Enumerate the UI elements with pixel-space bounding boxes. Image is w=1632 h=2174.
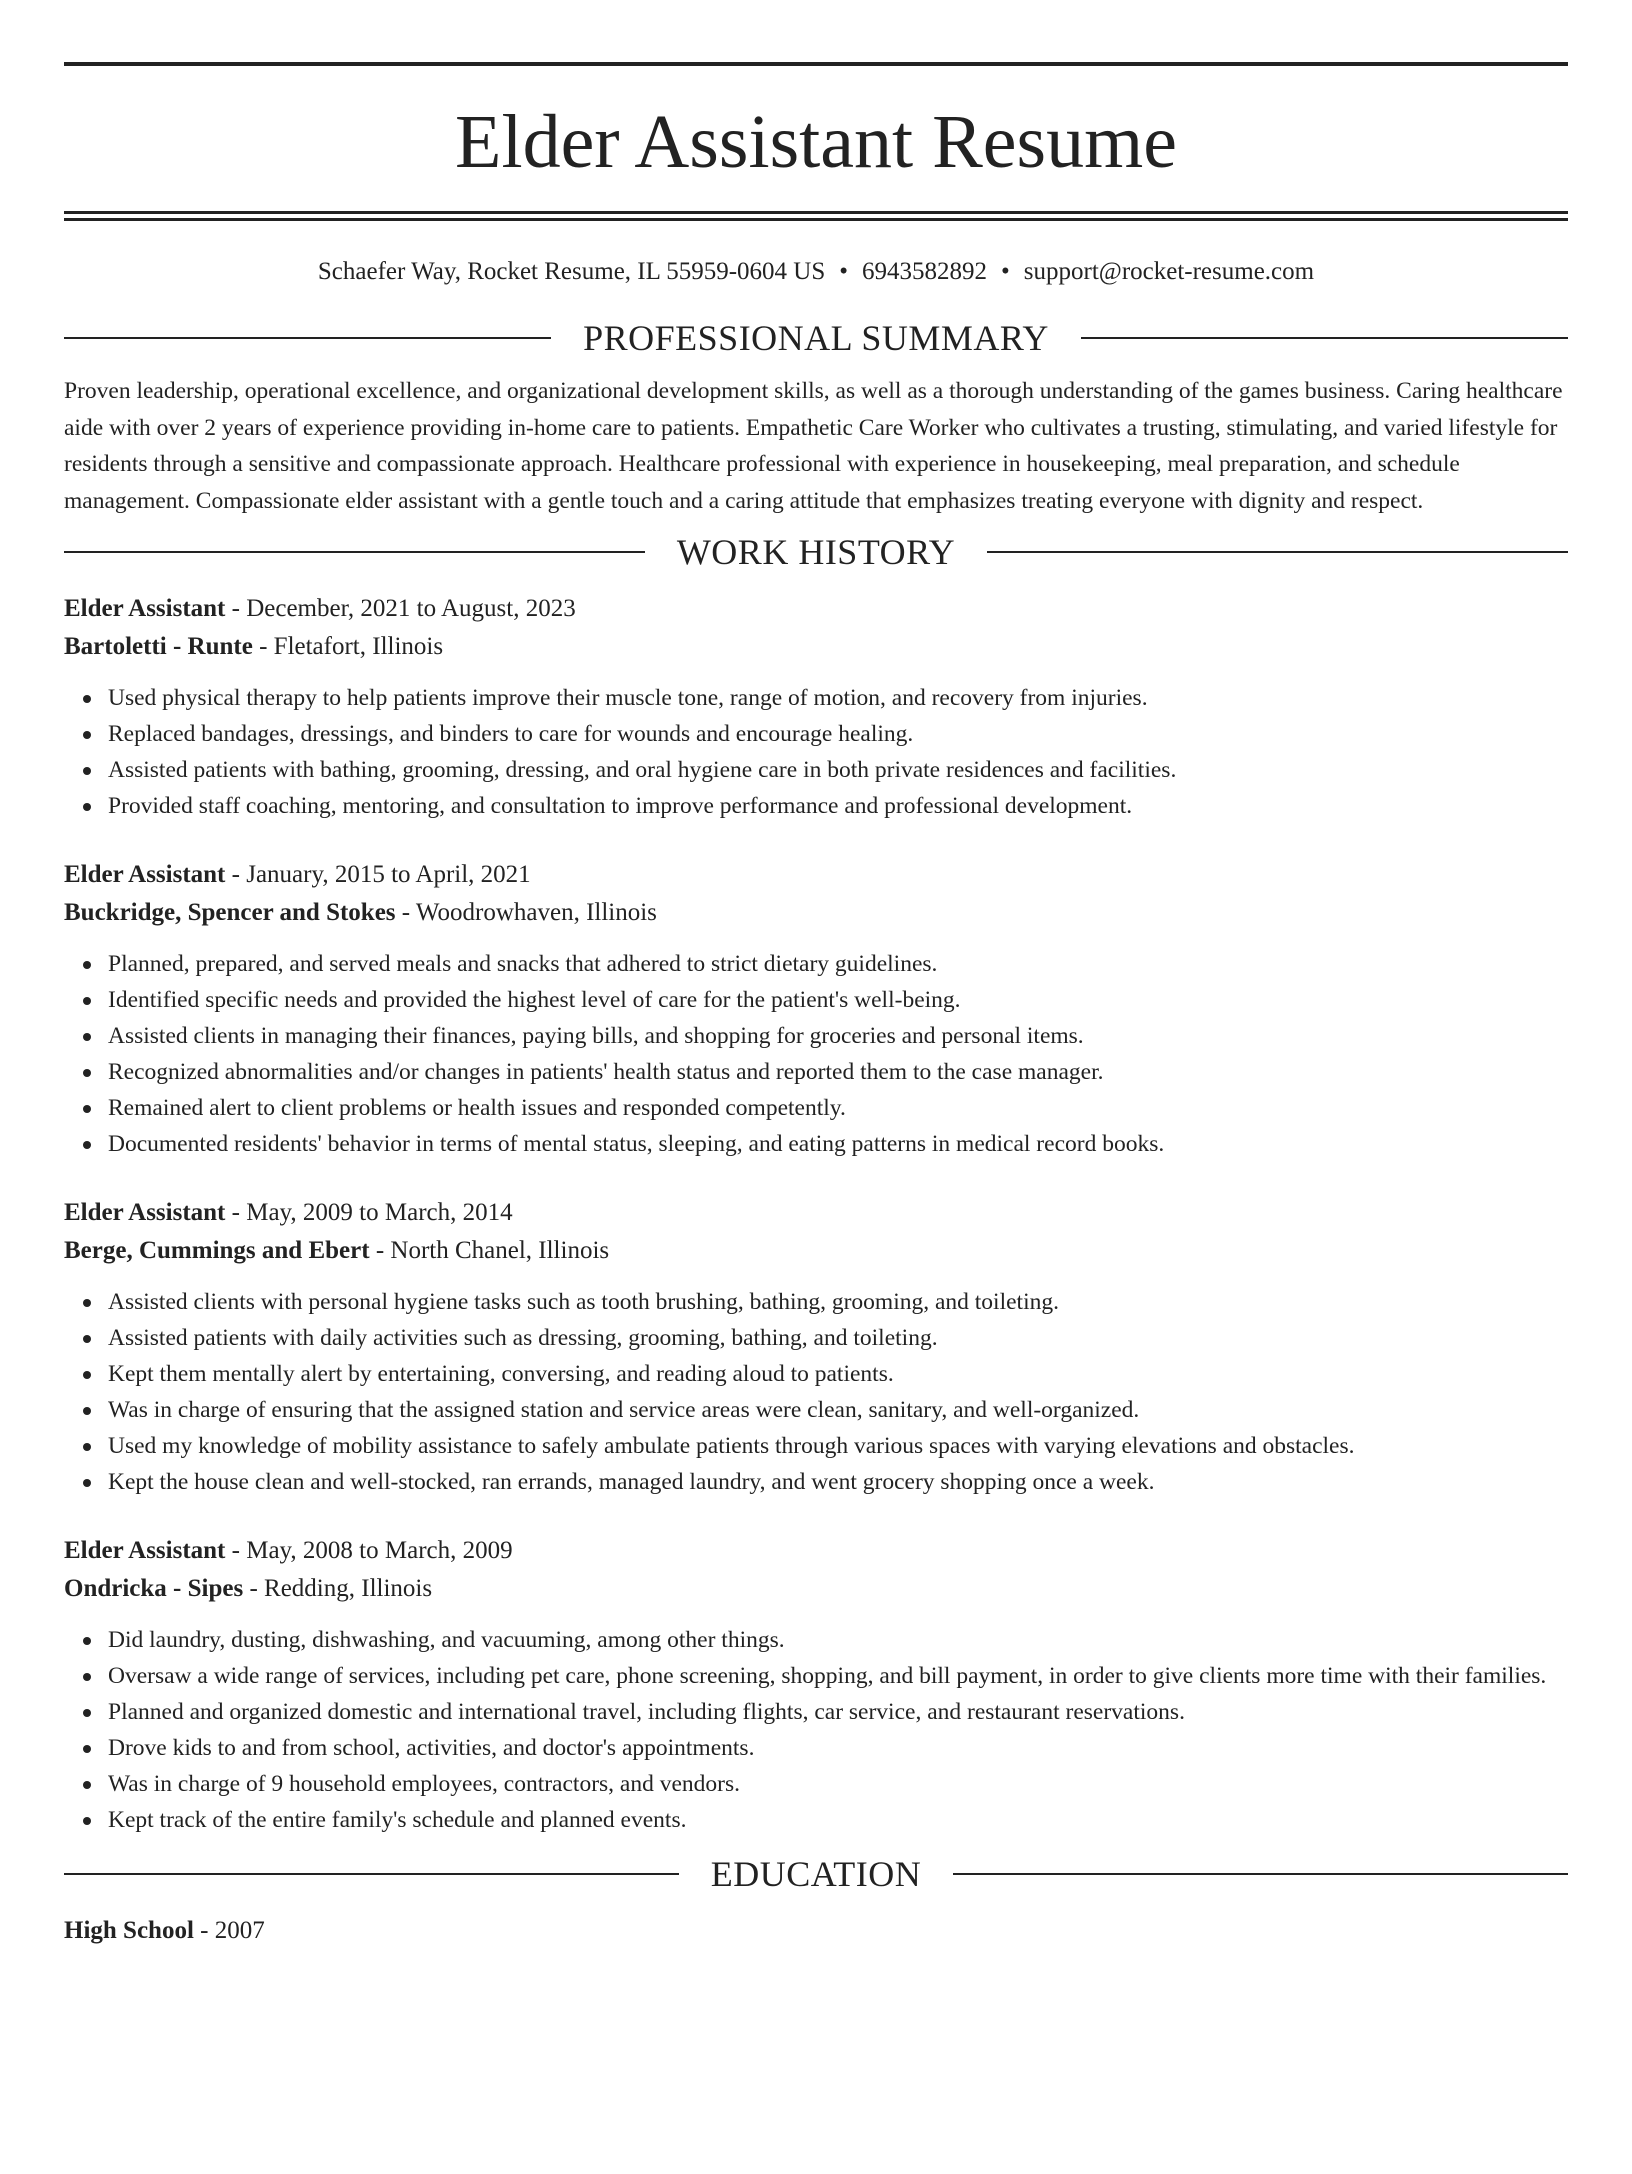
section-heading-work-history <box>64 532 1568 572</box>
resume-title: Elder Assistant Resume <box>455 100 1177 184</box>
contact-separator: • <box>839 258 849 285</box>
heading-rule <box>64 337 551 339</box>
education-entry <box>64 1912 1568 1950</box>
professional-summary-text: Proven leadership, operational excellence, and organizational development skills, as well as a thorough understanding of the games business. Caring healthcare aide with over 2 years of experience providing in-home care to patients. Empathetic Care Worker who cultivates a trusting, stimulating, and varied lifestyle for residents through a sensitive and compassionate approach. Healthcare professional with experience in housekeeping, meal preparation, and schedule management. Compassionate elder assistant with a gentle touch and a caring attitude that emphasizes treating everyone with dignity and respect. <box>64 378 1563 514</box>
job-title: Elder Assistant <box>64 1537 226 1564</box>
job-company-line <box>64 1570 1568 1608</box>
job-duty: Planned and organized domestic and international travel, including flights, car service, and restaurant reservations. <box>108 1694 1568 1730</box>
education-year: - 2007 <box>193 1917 265 1944</box>
job-duty: Documented residents' behavior in terms of mental status, sleeping, and eating patterns in medical record books. <box>108 1126 1568 1162</box>
job-location: - Woodrowhaven, Illinois <box>395 899 657 926</box>
job-company: Buckridge, Spencer and Stokes <box>64 899 396 926</box>
job-duties-list <box>64 680 1568 824</box>
contact-phone: 6943582892 <box>862 258 988 285</box>
job-duty: Assisted clients in managing their finances, paying bills, and shopping for groceries and personal items. <box>108 1018 1568 1054</box>
contact-address: Schaefer Way, Rocket Resume, IL 55959-0604 US <box>317 258 826 285</box>
job-dates: - January, 2015 to April, 2021 <box>225 861 531 888</box>
job-duty: Provided staff coaching, mentoring, and consultation to improve performance and professional development. <box>108 788 1568 824</box>
job-duty: Did laundry, dusting, dishwashing, and vacuuming, among other things. <box>108 1622 1568 1658</box>
job-duty: Identified specific needs and provided the highest level of care for the patient's well-being. <box>108 982 1568 1018</box>
job-duty: Kept the house clean and well-stocked, ran errands, managed laundry, and went grocery shopping once a week. <box>108 1464 1568 1500</box>
section-heading-education <box>64 1854 1568 1894</box>
section-heading-summary <box>64 318 1568 358</box>
job-duty: Assisted patients with bathing, grooming, dressing, and oral hygiene care in both private residences and facilities. <box>108 752 1568 788</box>
heading-rule <box>987 551 1568 553</box>
job-company: Bartoletti - Runte <box>64 633 253 660</box>
job-location: - North Chanel, Illinois <box>369 1237 610 1264</box>
job-duty: Assisted clients with personal hygiene tasks such as tooth brushing, bathing, grooming, and toileting. <box>108 1284 1568 1320</box>
section-heading-label: WORK HISTORY <box>676 532 956 572</box>
job-duty: Kept track of the entire family's schedule and planned events. <box>108 1802 1568 1838</box>
job-title: Elder Assistant <box>64 595 226 622</box>
job-duty: Kept them mentally alert by entertaining, conversing, and reading aloud to patients. <box>108 1356 1568 1392</box>
contact-separator: • <box>1001 258 1010 285</box>
job-duty: Drove kids to and from school, activities, and doctor's appointments. <box>108 1730 1568 1766</box>
job-duties-list <box>64 1284 1568 1500</box>
contact-line <box>64 257 1568 287</box>
job-company-line <box>64 628 1568 666</box>
job-entry <box>64 1532 1568 1838</box>
job-company: Ondricka - Sipes <box>64 1575 244 1602</box>
job-title-line <box>64 856 1568 894</box>
section-heading-label: PROFESSIONAL SUMMARY <box>583 318 1049 358</box>
top-rule <box>64 62 1568 66</box>
job-duty: Used physical therapy to help patients improve their muscle tone, range of motion, and recovery from injuries. <box>108 680 1568 716</box>
heading-rule <box>1081 337 1568 339</box>
job-duty: Used my knowledge of mobility assistance to safely ambulate patients through various spaces with varying elevations and obstacles. <box>108 1428 1568 1464</box>
job-title-line <box>64 590 1568 628</box>
job-location: - Fletafort, Illinois <box>252 633 444 660</box>
job-location: - Redding, Illinois <box>243 1575 433 1602</box>
job-duties-list <box>64 1622 1568 1838</box>
job-dates: - May, 2008 to March, 2009 <box>225 1537 513 1564</box>
resume-page <box>0 62 1632 2174</box>
job-title: Elder Assistant <box>64 1199 226 1226</box>
job-company-line <box>64 1232 1568 1270</box>
job-title: Elder Assistant <box>64 861 226 888</box>
job-dates: - December, 2021 to August, 2023 <box>225 595 576 622</box>
job-duty: Remained alert to client problems or health issues and responded competently. <box>108 1090 1568 1126</box>
job-dates: - May, 2009 to March, 2014 <box>225 1199 513 1226</box>
job-duty: Was in charge of 9 household employees, contractors, and vendors. <box>108 1766 1568 1802</box>
job-entry <box>64 1194 1568 1500</box>
job-title-line <box>64 1532 1568 1570</box>
job-duties-list <box>64 946 1568 1162</box>
job-company: Berge, Cummings and Ebert <box>64 1237 370 1264</box>
job-duty: Oversaw a wide range of services, including pet care, phone screening, shopping, and bill payment, in order to give clients more time with their families. <box>108 1658 1568 1694</box>
job-entry <box>64 590 1568 824</box>
education-degree: High School <box>64 1917 194 1944</box>
job-company-line <box>64 894 1568 932</box>
job-duty: Was in charge of ensuring that the assigned station and service areas were clean, sanitary, and well-organized. <box>108 1392 1568 1428</box>
job-duty: Replaced bandages, dressings, and binders to care for wounds and encourage healing. <box>108 716 1568 752</box>
heading-rule <box>953 1873 1568 1875</box>
heading-rule <box>64 551 645 553</box>
contact-email: support@rocket-resume.com <box>1023 258 1315 285</box>
section-heading-label: EDUCATION <box>710 1854 922 1894</box>
job-duty: Assisted patients with daily activities such as dressing, grooming, bathing, and toileting. <box>108 1320 1568 1356</box>
title-double-rule <box>64 211 1568 221</box>
job-entry <box>64 856 1568 1162</box>
job-title-line <box>64 1194 1568 1232</box>
job-duty: Planned, prepared, and served meals and snacks that adhered to strict dietary guidelines. <box>108 946 1568 982</box>
job-duty: Recognized abnormalities and/or changes in patients' health status and reported them to the case manager. <box>108 1054 1568 1090</box>
heading-rule <box>64 1873 679 1875</box>
